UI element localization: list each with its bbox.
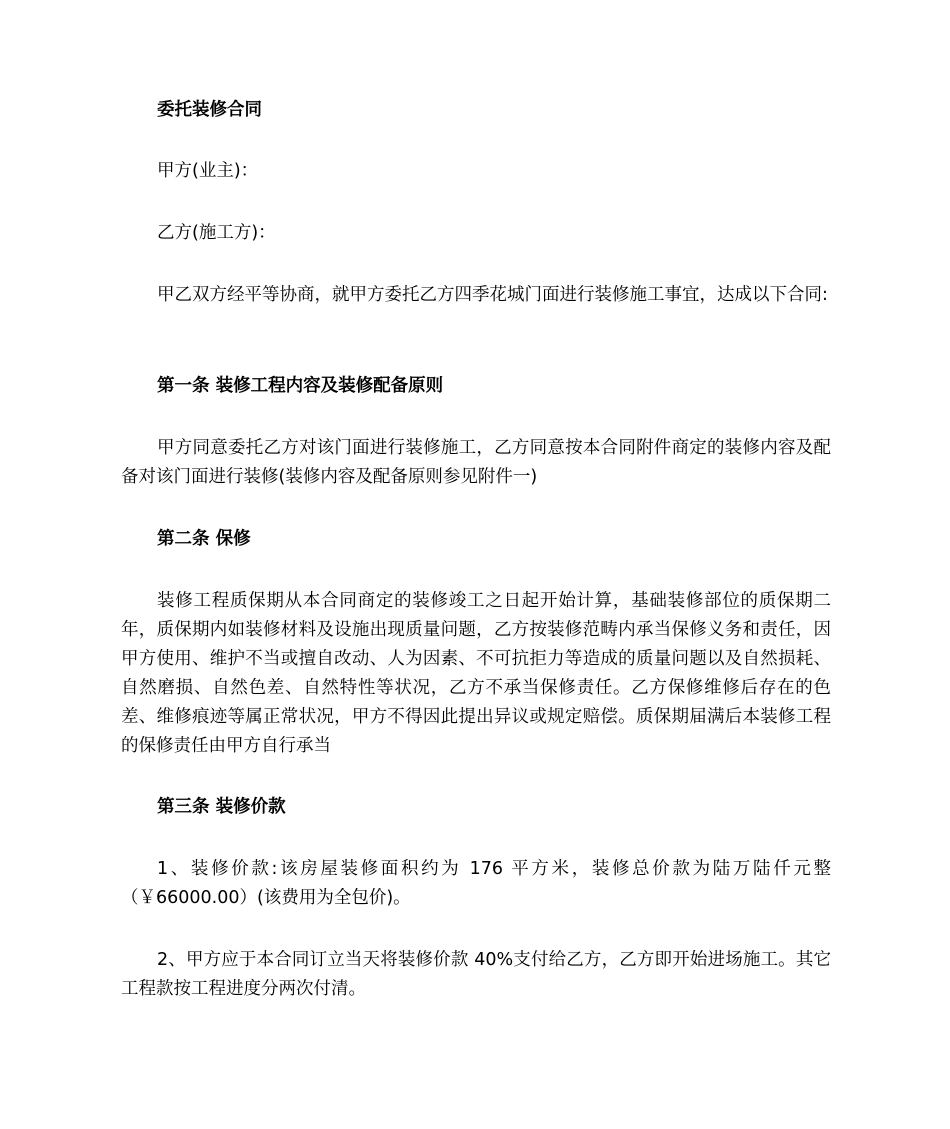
article1-heading: 第一条 装修工程内容及装修配备原则 xyxy=(157,376,444,396)
article3-item2: 2、甲方应于本合同订立当天将装修价款 40%支付给乙方，乙方即开始进场施工。其它工程款按工程进度分两次付清。 xyxy=(121,950,831,999)
article3-heading: 第三条 装修价款 xyxy=(157,797,286,817)
document-title: 委托装修合同 xyxy=(157,100,262,120)
intro-paragraph: 甲乙双方经平等协商，就甲方委托乙方四季花城门面进行装修施工事宜，达成以下合同: xyxy=(157,285,828,305)
article2-paragraph: 装修工程质保期从本合同商定的装修竣工之日起开始计算，基础装修部位的质保期二年，质保期内如装修材料及设施出现质量问题，乙方按装修范畴内承当保修义务和责任，因甲方使用、维护不当或擅自改动、人为因素、不可抗拒力等造成的质量问题以及自然损耗、自然磨损、自然色差、自然特性等状况，乙方不承当保修责任。乙方保修维修后存在的色差、维修痕迹等属正常状况，甲方不得因此提出异议或规定赔偿。质保期届满后本装修工程的保修责任由甲方自行承当 xyxy=(121,591,831,756)
article1-paragraph: 甲方同意委托乙方对该门面进行装修施工，乙方同意按本合同附件商定的装修内容及配备对该门面进行装修(装修内容及配备原则参见附件一) xyxy=(121,438,831,487)
party-b-line: 乙方(施工方)： xyxy=(157,223,276,243)
article2-heading: 第二条 保修 xyxy=(157,529,251,549)
article3-item1: 1、装修价款:该房屋装修面积约为 176 平方米，装修总价款为陆万陆仟元整（￥66000.00）(该费用为全包价)。 xyxy=(121,859,831,908)
party-a-line: 甲方(业主)： xyxy=(157,161,259,181)
